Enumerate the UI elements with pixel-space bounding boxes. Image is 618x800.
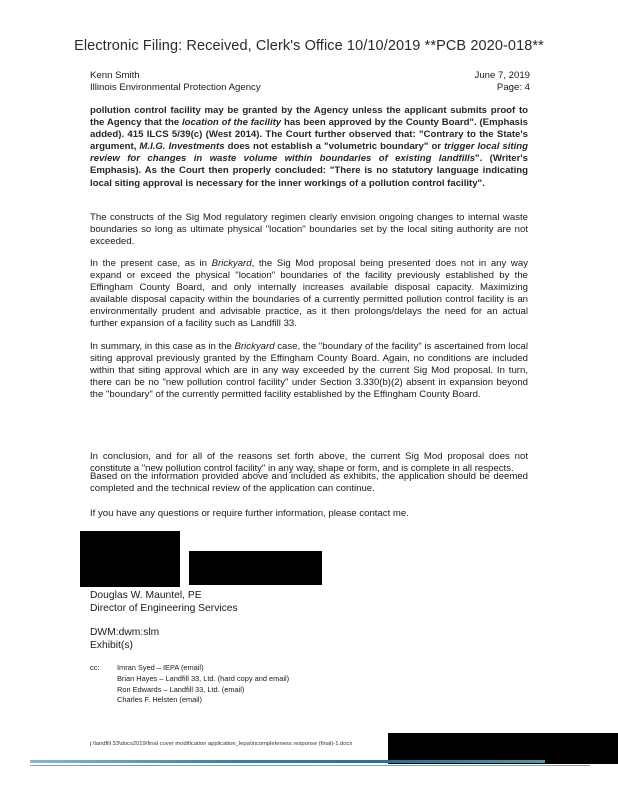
case-brickyard: Brickyard xyxy=(211,258,252,269)
cc-label: cc: xyxy=(90,663,100,672)
cc-list xyxy=(90,663,289,706)
redaction-block xyxy=(189,551,322,585)
redaction-signature xyxy=(80,531,180,587)
emphasis-location: location of the facility xyxy=(182,117,282,129)
paragraph-quote: pollution control facility may be granted by the Agency unless the applicant submits proof to the Agency that the location of the facility has been approved by the County Board". (Emphasis added). 415 ILCS 5/39(c) (West 2014). The Court further observed that: "Contrary to the State's argument, M.I.G. Investments does not establish a "volumetric boundary" or trigger local siting review for changes in waste volume within boundaries of existing landfills". (Writer's Emphasis). As the Court then properly concluded: "There is no statutory language indicating local siting approval is necessary for the inner workings of a pollution control facility". xyxy=(90,105,528,189)
reference-initials: DWM:dwm:slm xyxy=(90,627,160,638)
recipient-name: Kenn Smith xyxy=(90,70,140,81)
file-path: j:\landfill 33\docs2019\final cover modification application_lepa\incompleteness response (final)-1.docx xyxy=(90,741,353,747)
case-brickyard: Brickyard xyxy=(234,341,275,352)
cc-recipient: Charles F. Helsten (email) xyxy=(117,695,203,705)
emphasis-trigger: trigger local siting review for changes in waste volume within boundaries of existing landfills xyxy=(90,141,528,165)
page-number: Page: 4 xyxy=(496,82,530,93)
paragraph-review: Based on the information provided above and included as exhibits, the application should be deemed completed and the technical review of the application can continue. xyxy=(90,471,528,495)
cc-recipient: Ron Edwards – Landfill 33, Ltd. (email) xyxy=(117,684,245,694)
case-name: M.I.G. Investments xyxy=(139,141,225,153)
paragraph-contact: If you have any questions or require further information, please contact me. xyxy=(90,508,409,519)
cc-recipient: Imran Syed – IEPA (email) xyxy=(117,663,204,672)
footer-rule-thin xyxy=(30,765,590,766)
filing-stamp: Electronic Filing: Received, Clerk's Office 10/10/2019 **PCB 2020-018** xyxy=(74,38,544,54)
paragraph-present-case: In the present case, as in Brickyard, the Sig Mod proposal being presented does not in any way expand or exceed the physical "location" boundaries of the facility previously established by the Effingham County Board, and only internally increases available disposal capacity. Maximizing available disposal capacity within the boundaries of a currently permitted pollution control facility is an environmentally prudent and advisable practice, as it then prolongs/delays the need for an actual further expansion of a facility such as Landfill 33. xyxy=(90,258,528,330)
letter-header xyxy=(90,70,530,94)
cc-recipient: Brian Hayes – Landfill 33, Ltd. (hard copy and email) xyxy=(117,673,290,683)
paragraph-constructs: The constructs of the Sig Mod regulatory regimen clearly envision ongoing changes to internal waste boundaries so long as ultimate physical "location" boundaries set by the local siting authority are not exceeded. xyxy=(90,212,528,248)
signer-name: Douglas W. Mauntel, PE xyxy=(90,590,202,601)
exhibits-note: Exhibit(s) xyxy=(90,640,133,651)
letter-date: June 7, 2019 xyxy=(474,70,530,81)
paragraph-conclusion: In conclusion, and for all of the reasons set forth above, the current Sig Mod proposal does not constitute a "new pollution control facility" in any way, shape or form, and is complete in all respects. xyxy=(90,451,528,475)
recipient-agency: Illinois Environmental Protection Agency xyxy=(90,82,261,93)
footer-rule xyxy=(30,760,545,763)
paragraph-summary: In summary, in this case as in the Brickyard case, the "boundary of the facility" is ascertained from local siting approval previously granted by the Effingham County Board. Again, no conditions are included within that siting approval which are in any way exceeded by the current Sig Mod proposal. In turn, there can be no "new pollution control facility" under Section 3.330(b)(2) absent in expansion beyond the "boundary" of the currently permitted facility established by the Effingham County Board. xyxy=(90,341,528,401)
signer-title: Director of Engineering Services xyxy=(90,603,238,614)
